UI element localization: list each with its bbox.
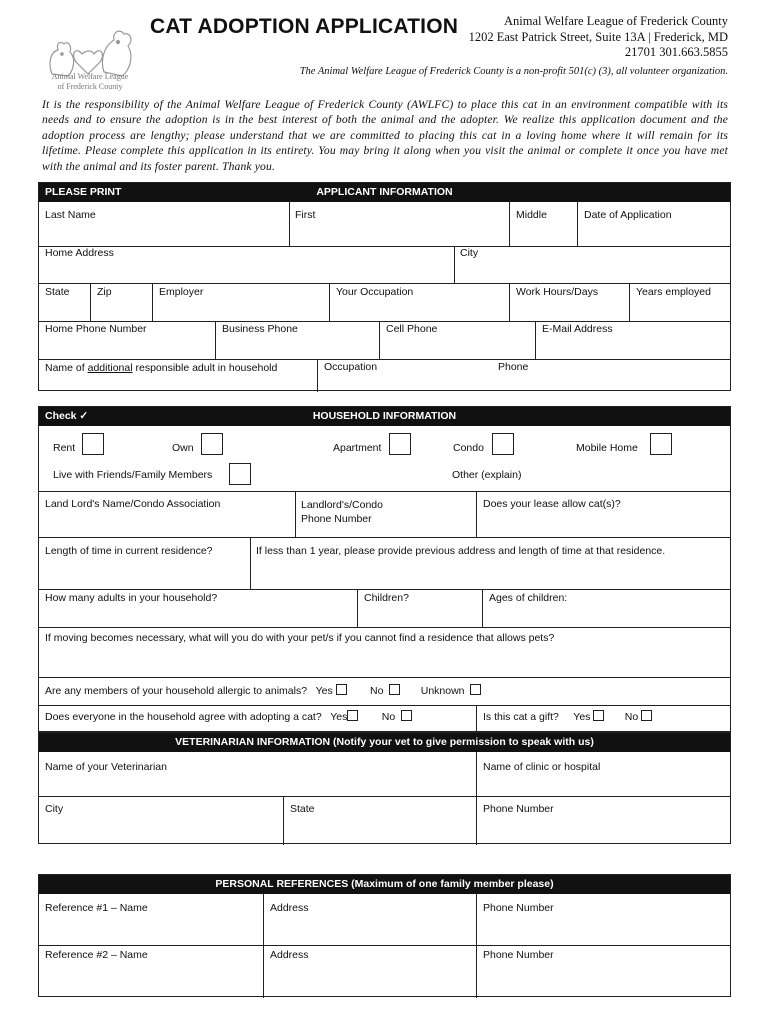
clinic-name-label: Name of clinic or hospital	[483, 761, 601, 773]
gift-question-label: Is this cat a gift? Yes No	[483, 710, 652, 723]
middle-name-label: Middle	[516, 209, 547, 221]
condo-label: Condo	[453, 442, 484, 454]
cell-phone-label: Cell Phone	[386, 323, 438, 335]
allergic-yes-checkbox[interactable]	[336, 684, 347, 695]
mobile-home-label: Mobile Home	[576, 442, 638, 454]
live-with-checkbox[interactable]	[229, 463, 251, 485]
children-label: Children?	[364, 592, 409, 604]
adults-count-label: How many adults in your household?	[45, 592, 218, 604]
reference-2-name-label: Reference #2 – Name	[45, 949, 148, 961]
own-label: Own	[172, 442, 194, 454]
years-employed-label: Years employed	[636, 286, 711, 298]
agree-yes-checkbox[interactable]	[347, 710, 358, 721]
zip-label: Zip	[97, 286, 112, 298]
allergic-question-label: Are any members of your household allergic to animals? Yes No Unknown	[45, 684, 481, 697]
condo-checkbox[interactable]	[492, 433, 514, 455]
work-hours-label: Work Hours/Days	[516, 286, 599, 298]
ages-of-children-label: Ages of children:	[489, 592, 568, 604]
reference-2-phone-label: Phone Number	[483, 949, 554, 961]
allergic-no-checkbox[interactable]	[389, 684, 400, 695]
vet-city-label: City	[45, 803, 64, 815]
home-address-label: Home Address	[45, 247, 114, 259]
email-label: E-Mail Address	[542, 323, 613, 335]
intro-paragraph: It is the responsibility of the Animal Welfare League of Frederick County (AWLFC) to place this cat in an environment compatible with its needs and to ensure the adoption is in the best interest of both the animal and the adopter. We realize this application document and the adoption process are lengthy; please understand that we are committed to placing this cat in a loving home where it will remain for its lifetime. Please complete this application in its entirety. You may bring it along when you visit the animal or complete it once you have met with the animal and its foster parent. Thank you.	[42, 98, 728, 173]
vet-state-label: State	[290, 803, 315, 815]
home-phone-label: Home Phone Number	[45, 323, 147, 335]
rent-label: Rent	[53, 442, 76, 454]
veterinarian-information-section	[38, 732, 731, 844]
allergic-unknown-checkbox[interactable]	[470, 684, 481, 695]
apartment-checkbox[interactable]	[389, 433, 411, 455]
references-header-bar: PERSONAL REFERENCES (Maximum of one family member please)	[39, 875, 730, 894]
length-of-residence-label: Length of time in current residence?	[45, 545, 213, 557]
reference-2-address-label: Address	[270, 949, 309, 961]
moving-question-label: If moving becomes necessary, what will you do with your pet/s if you cannot find a residence that allows pets?	[45, 632, 555, 644]
veterinarian-name-label: Name of your Veterinarian	[45, 761, 167, 773]
reference-1-phone-label: Phone Number	[483, 902, 554, 914]
date-of-application-label: Date of Application	[584, 209, 672, 221]
household-agree-label: Does everyone in the household agree with adopting a cat? Yes No	[45, 710, 412, 723]
rent-checkbox[interactable]	[82, 433, 104, 455]
nonprofit-statement: The Animal Welfare League of Frederick County is a non-profit 501(c) (3), all volunteer organization.	[299, 66, 728, 77]
previous-address-label: If less than 1 year, please provide previous address and length of time at that residence.	[256, 545, 666, 557]
reference-1-address-label: Address	[270, 902, 309, 914]
occupation-label: Your Occupation	[336, 286, 414, 298]
gift-yes-checkbox[interactable]	[593, 710, 604, 721]
vet-phone-label: Phone Number	[483, 803, 554, 815]
household-header-bar: Check ✓ HOUSEHOLD INFORMATION	[39, 407, 730, 426]
business-phone-label: Business Phone	[222, 323, 298, 335]
mobile-home-checkbox[interactable]	[650, 433, 672, 455]
city-label: City	[460, 247, 479, 259]
last-name-label: Last Name	[45, 209, 96, 221]
additional-occupation-label: Occupation	[324, 361, 378, 373]
veterinarian-header-bar: VETERINARIAN INFORMATION (Notify your vet to give permission to speak with us)	[39, 733, 730, 752]
form-title: CAT ADOPTION APPLICATION	[150, 15, 459, 38]
landlord-name-label: Land Lord's Name/Condo Association	[45, 498, 221, 510]
apartment-label: Apartment	[333, 442, 382, 454]
agree-no-checkbox[interactable]	[401, 710, 412, 721]
additional-adult-label: Name of additional responsible adult in household	[45, 362, 278, 374]
live-with-label: Live with Friends/Family Members	[53, 469, 213, 481]
landlord-phone-label: Landlord's/Condo Phone Number	[301, 499, 383, 525]
employer-label: Employer	[159, 286, 204, 298]
applicant-information-section	[38, 182, 731, 391]
own-checkbox[interactable]	[201, 433, 223, 455]
reference-1-name-label: Reference #1 – Name	[45, 902, 148, 914]
personal-references-section	[38, 874, 731, 997]
state-label: State	[45, 286, 70, 298]
other-explain-label: Other (explain)	[452, 469, 522, 481]
gift-no-checkbox[interactable]	[641, 710, 652, 721]
applicant-header-bar: PLEASE PRINT APPLICANT INFORMATION	[39, 183, 730, 202]
additional-phone-label: Phone	[498, 361, 529, 373]
first-name-label: First	[295, 209, 316, 221]
lease-allow-cats-label: Does your lease allow cat(s)?	[483, 498, 621, 510]
logo-text: Animal Welfare League of Frederick County	[51, 72, 129, 91]
household-information-section	[38, 406, 731, 732]
organization-address: Animal Welfare League of Frederick County 1202 East Patrick Street, Suite 13A | Frederick, MD 21701 301.663.5855	[468, 14, 728, 59]
